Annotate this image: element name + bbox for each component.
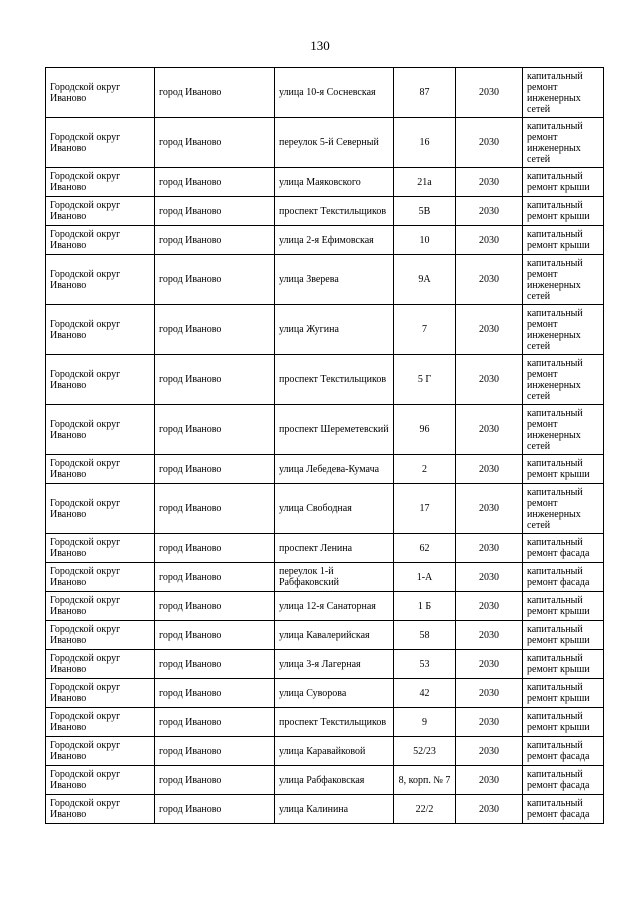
cell-vid: капитальный ремонт крыши xyxy=(523,455,604,484)
table-row xyxy=(46,650,604,679)
cell-god: 2030 xyxy=(456,795,523,824)
cell-dom: 53 xyxy=(394,650,456,679)
cell-gorod: город Иваново xyxy=(155,563,275,592)
table-row xyxy=(46,455,604,484)
cell-dom: 1 Б xyxy=(394,592,456,621)
table-row xyxy=(46,737,604,766)
cell-vid: капитальный ремонт крыши xyxy=(523,621,604,650)
cell-dom: 9А xyxy=(394,255,456,305)
cell-gorod: город Иваново xyxy=(155,226,275,255)
cell-god: 2030 xyxy=(456,68,523,118)
cell-god: 2030 xyxy=(456,766,523,795)
cell-vid: капитальный ремонт инженерных сетей xyxy=(523,355,604,405)
cell-dom: 1-А xyxy=(394,563,456,592)
cell-okrug: Городской округ Иваново xyxy=(46,534,155,563)
table-row xyxy=(46,766,604,795)
cell-god: 2030 xyxy=(456,197,523,226)
cell-dom: 5В xyxy=(394,197,456,226)
page-number: 130 xyxy=(310,38,330,53)
cell-dom: 22/2 xyxy=(394,795,456,824)
cell-god: 2030 xyxy=(456,621,523,650)
cell-dom: 17 xyxy=(394,484,456,534)
cell-vid: капитальный ремонт инженерных сетей xyxy=(523,305,604,355)
cell-god: 2030 xyxy=(456,737,523,766)
cell-god: 2030 xyxy=(456,405,523,455)
table-row xyxy=(46,592,604,621)
cell-okrug: Городской округ Иваново xyxy=(46,766,155,795)
cell-vid: капитальный ремонт инженерных сетей xyxy=(523,484,604,534)
table-row xyxy=(46,355,604,405)
cell-dom: 21а xyxy=(394,168,456,197)
cell-gorod: город Иваново xyxy=(155,737,275,766)
cell-god: 2030 xyxy=(456,355,523,405)
cell-god: 2030 xyxy=(456,484,523,534)
cell-okrug: Городской округ Иваново xyxy=(46,737,155,766)
cell-gorod: город Иваново xyxy=(155,197,275,226)
cell-gorod: город Иваново xyxy=(155,255,275,305)
cell-dom: 9 xyxy=(394,708,456,737)
table-row xyxy=(46,197,604,226)
cell-god: 2030 xyxy=(456,708,523,737)
table-row xyxy=(46,563,604,592)
cell-vid: капитальный ремонт крыши xyxy=(523,650,604,679)
cell-ulica: улица Лебедева-Кумача xyxy=(275,455,394,484)
cell-ulica: проспект Шереметевский xyxy=(275,405,394,455)
table-row xyxy=(46,168,604,197)
cell-vid: капитальный ремонт фасада xyxy=(523,795,604,824)
cell-dom: 52/23 xyxy=(394,737,456,766)
table-row xyxy=(46,405,604,455)
cell-gorod: город Иваново xyxy=(155,621,275,650)
cell-dom: 2 xyxy=(394,455,456,484)
cell-vid: капитальный ремонт инженерных сетей xyxy=(523,118,604,168)
cell-gorod: город Иваново xyxy=(155,484,275,534)
cell-god: 2030 xyxy=(456,118,523,168)
table-row xyxy=(46,534,604,563)
cell-god: 2030 xyxy=(456,534,523,563)
cell-dom: 5 Г xyxy=(394,355,456,405)
cell-okrug: Городской округ Иваново xyxy=(46,592,155,621)
cell-okrug: Городской округ Иваново xyxy=(46,255,155,305)
cell-dom: 42 xyxy=(394,679,456,708)
cell-okrug: Городской округ Иваново xyxy=(46,197,155,226)
cell-vid: капитальный ремонт крыши xyxy=(523,226,604,255)
cell-gorod: город Иваново xyxy=(155,795,275,824)
cell-vid: капитальный ремонт крыши xyxy=(523,197,604,226)
cell-dom: 96 xyxy=(394,405,456,455)
cell-vid: капитальный ремонт крыши xyxy=(523,708,604,737)
cell-ulica: улица Рабфаковская xyxy=(275,766,394,795)
cell-okrug: Городской округ Иваново xyxy=(46,795,155,824)
cell-okrug: Городской округ Иваново xyxy=(46,650,155,679)
cell-ulica: улица Жугина xyxy=(275,305,394,355)
table-row xyxy=(46,679,604,708)
table-row xyxy=(46,795,604,824)
cell-dom: 10 xyxy=(394,226,456,255)
cell-god: 2030 xyxy=(456,455,523,484)
cell-okrug: Городской округ Иваново xyxy=(46,621,155,650)
cell-god: 2030 xyxy=(456,226,523,255)
table-row xyxy=(46,708,604,737)
cell-okrug: Городской округ Иваново xyxy=(46,455,155,484)
cell-dom: 87 xyxy=(394,68,456,118)
cell-gorod: город Иваново xyxy=(155,305,275,355)
cell-dom: 62 xyxy=(394,534,456,563)
cell-dom: 7 xyxy=(394,305,456,355)
cell-vid: капитальный ремонт фасада xyxy=(523,534,604,563)
cell-gorod: город Иваново xyxy=(155,766,275,795)
cell-vid: капитальный ремонт инженерных сетей xyxy=(523,255,604,305)
cell-gorod: город Иваново xyxy=(155,592,275,621)
cell-okrug: Городской округ Иваново xyxy=(46,68,155,118)
cell-god: 2030 xyxy=(456,563,523,592)
cell-okrug: Городской округ Иваново xyxy=(46,563,155,592)
table-row xyxy=(46,484,604,534)
cell-god: 2030 xyxy=(456,255,523,305)
cell-gorod: город Иваново xyxy=(155,650,275,679)
cell-gorod: город Иваново xyxy=(155,534,275,563)
cell-god: 2030 xyxy=(456,679,523,708)
cell-gorod: город Иваново xyxy=(155,68,275,118)
cell-vid: капитальный ремонт фасада xyxy=(523,563,604,592)
cell-ulica: улица Маяковского xyxy=(275,168,394,197)
cell-vid: капитальный ремонт фасада xyxy=(523,737,604,766)
table-row xyxy=(46,621,604,650)
cell-ulica: улица 12-я Санаторная xyxy=(275,592,394,621)
cell-okrug: Городской округ Иваново xyxy=(46,305,155,355)
cell-gorod: город Иваново xyxy=(155,168,275,197)
table-row xyxy=(46,305,604,355)
cell-okrug: Городской округ Иваново xyxy=(46,679,155,708)
cell-okrug: Городской округ Иваново xyxy=(46,226,155,255)
cell-vid: капитальный ремонт инженерных сетей xyxy=(523,405,604,455)
cell-vid: капитальный ремонт фасада xyxy=(523,766,604,795)
cell-ulica: переулок 5-й Северный xyxy=(275,118,394,168)
cell-ulica: переулок 1-й Рабфаковский xyxy=(275,563,394,592)
cell-vid: капитальный ремонт крыши xyxy=(523,168,604,197)
cell-okrug: Городской округ Иваново xyxy=(46,168,155,197)
cell-okrug: Городской округ Иваново xyxy=(46,708,155,737)
cell-ulica: улица Суворова xyxy=(275,679,394,708)
table-body xyxy=(46,68,604,824)
cell-god: 2030 xyxy=(456,650,523,679)
cell-god: 2030 xyxy=(456,305,523,355)
cell-okrug: Городской округ Иваново xyxy=(46,484,155,534)
cell-god: 2030 xyxy=(456,168,523,197)
cell-ulica: улица 3-я Лагерная xyxy=(275,650,394,679)
cell-okrug: Городской округ Иваново xyxy=(46,355,155,405)
cell-ulica: проспект Ленина xyxy=(275,534,394,563)
table-row xyxy=(46,226,604,255)
cell-dom: 8, корп. № 7 xyxy=(394,766,456,795)
cell-ulica: проспект Текстильщиков xyxy=(275,708,394,737)
cell-gorod: город Иваново xyxy=(155,405,275,455)
cell-vid: капитальный ремонт крыши xyxy=(523,679,604,708)
cell-ulica: проспект Текстильщиков xyxy=(275,355,394,405)
cell-gorod: город Иваново xyxy=(155,679,275,708)
cell-dom: 16 xyxy=(394,118,456,168)
table-row xyxy=(46,255,604,305)
cell-ulica: улица Свободная xyxy=(275,484,394,534)
cell-ulica: проспект Текстильщиков xyxy=(275,197,394,226)
cell-ulica: улица 10-я Сосневская xyxy=(275,68,394,118)
cell-ulica: улица Каравайковой xyxy=(275,737,394,766)
cell-gorod: город Иваново xyxy=(155,355,275,405)
cell-okrug: Городской округ Иваново xyxy=(46,118,155,168)
table-row xyxy=(46,118,604,168)
cell-ulica: улица Кавалерийская xyxy=(275,621,394,650)
cell-gorod: город Иваново xyxy=(155,708,275,737)
repair-schedule-table xyxy=(45,67,604,824)
cell-god: 2030 xyxy=(456,592,523,621)
cell-gorod: город Иваново xyxy=(155,118,275,168)
cell-vid: капитальный ремонт крыши xyxy=(523,592,604,621)
cell-dom: 58 xyxy=(394,621,456,650)
cell-gorod: город Иваново xyxy=(155,455,275,484)
cell-ulica: улица Калинина xyxy=(275,795,394,824)
cell-okrug: Городской округ Иваново xyxy=(46,405,155,455)
cell-vid: капитальный ремонт инженерных сетей xyxy=(523,68,604,118)
cell-ulica: улица 2-я Ефимовская xyxy=(275,226,394,255)
cell-ulica: улица Зверева xyxy=(275,255,394,305)
table-row xyxy=(46,68,604,118)
